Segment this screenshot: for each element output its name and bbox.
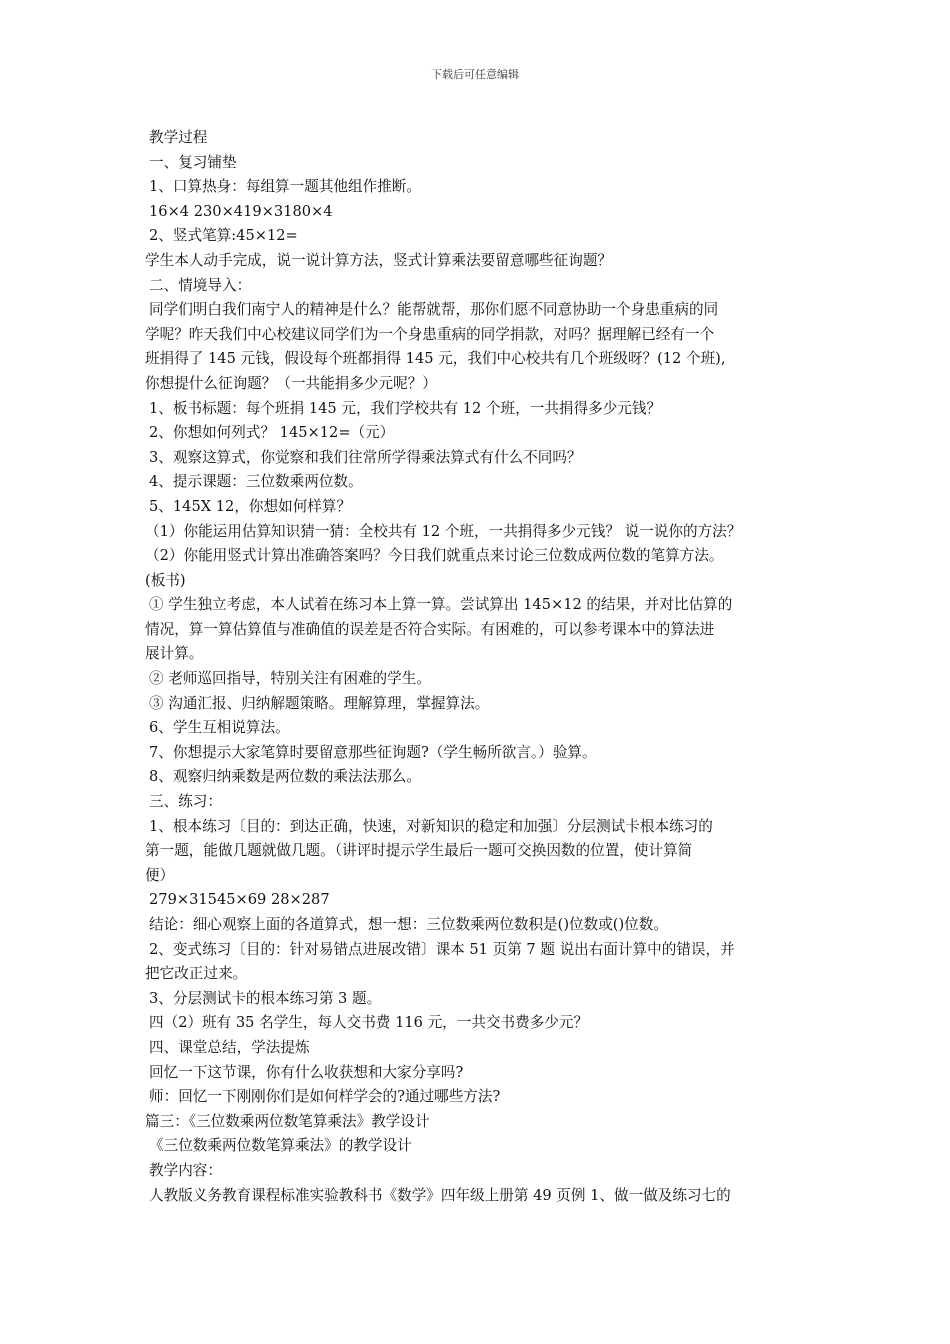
- text-line: ① 学生独立考虑，本人试着在练习本上算一算。尝试算出 145×12 的结果，并对比估算的: [149, 596, 733, 614]
- text-line: 人教版义务教育课程标准实验教科书《数学》四年级上册第 49 页例 1、做一做及练习七的: [149, 1186, 731, 1204]
- text-line: ③ 沟通汇报、归纳解题策略。理解算理，掌握算法。: [149, 694, 490, 712]
- text-line: (板书): [145, 571, 186, 589]
- text-line: 你想提什么征询题？（一共能捐多少元呢？）: [145, 374, 437, 392]
- text-line: 学生本人动手完成，说一说计算方法，竖式计算乘法要留意哪些征询题？: [145, 251, 613, 269]
- text-line: 《三位数乘两位数笔算乘法》的教学设计: [149, 1137, 412, 1155]
- text-line: （2）你能用竖式计算出准确答案吗？今日我们就重点来讨论三位数成两位数的笔算方法。: [145, 547, 724, 565]
- text-line: （1）你能运用估算知识猜一猜：全校共有 12 个班，一共捐得多少元钱？ 说一说你的方法？: [145, 522, 742, 540]
- text-line: 结论：细心观察上面的各道算式，想一想：三位数乘两位数积是()位数或()位数。: [149, 916, 668, 933]
- text-line: 16×4 230×419×3180×4: [149, 202, 333, 220]
- text-line: 四（2）班有 35 名学生，每人交书费 116 元，一共交书费多少元？: [149, 1014, 589, 1032]
- text-line: 3、观察这算式，你觉察和我们往常所学得乘法算式有什么不同吗？: [149, 448, 582, 466]
- text-line: 三、练习：: [149, 793, 222, 811]
- text-line: 四、课堂总结，学法提炼: [149, 1038, 310, 1056]
- text-line: 2、竖式笔算:45×12=: [149, 227, 298, 245]
- text-line: 一、复习铺垫: [149, 153, 237, 171]
- text-line: 师：回忆一下刚刚你们是如何样学会的?通过哪些方法?: [149, 1088, 501, 1106]
- text-line: 1、口算热身：每组算一题其他组作推断。: [149, 178, 421, 196]
- text-line: 二、情境导入：: [149, 276, 252, 294]
- text-line: 教学内容：: [149, 1161, 222, 1179]
- text-line: 3、分层测试卡的根本练习第 3 题。: [149, 989, 382, 1007]
- text-line: 同学们明白我们南宁人的精神是什么？能帮就帮，那你们愿不同意协助一个身患重病的同: [149, 301, 719, 319]
- text-line: 1、板书标题：每个班捐 145 元，我们学校共有 12 个班，一共捐得多少元钱？: [149, 399, 662, 417]
- text-line: 情况，算一算估算值与准确值的误差是否符合实际。有困难的，可以参考课本中的算法进: [145, 620, 715, 638]
- text-line: 1、根本练习〔目的：到达正确，快速，对新知识的稳定和加强〕分层测试卡根本练习的: [149, 817, 713, 835]
- text-line: 回忆一下这节课，你有什么收获想和大家分享吗?: [149, 1063, 464, 1081]
- text-line: 4、提示课题：三位数乘两位数。: [149, 473, 363, 491]
- text-line: 2、你想如何列式？ 145×12=（元）: [149, 424, 395, 442]
- text-line: 展计算。: [145, 645, 204, 663]
- text-line: 279×31545×69 28×287: [149, 891, 330, 909]
- text-line: 便）: [145, 866, 175, 884]
- text-line: ② 老师巡回指导，特别关注有困难的学生。: [149, 670, 431, 688]
- document-body: [145, 126, 825, 1208]
- text-line: 班捐得了 145 元钱，假设每个班都捐得 145 元，我们中心校共有几个班级呀？(12 个班),: [145, 350, 726, 368]
- text-line: 学呢？昨天我们中心校建议同学们为一个身患重病的同学捐款，对吗？据理解已经有一个: [145, 325, 715, 343]
- text-line: 5、145X 12，你想如何样算？: [149, 497, 352, 515]
- text-line: 篇三：《三位数乘两位数笔算乘法》教学设计: [145, 1112, 430, 1130]
- page-header: 下载后可任意编辑: [431, 68, 519, 81]
- text-line: 教学过程: [149, 129, 208, 146]
- text-line: 6、学生互相说算法。: [149, 719, 290, 737]
- text-line: 8、观察归纳乘数是两位数的乘法法那么。: [149, 768, 421, 786]
- text-line: 第一题，能做几题就做几题。（讲评时提示学生最后一题可交换因数的位置，使计算简: [145, 842, 693, 860]
- text-line: 2、变式练习〔目的：针对易错点进展改错〕课本 51 页第 7 题 说出右面计算中的错误，并: [149, 940, 735, 958]
- text-line: 7、你想提示大家笔算时要留意那些征询题?（学生畅所欲言。）验算。: [149, 743, 597, 761]
- text-line: 把它改正过来。: [145, 965, 248, 983]
